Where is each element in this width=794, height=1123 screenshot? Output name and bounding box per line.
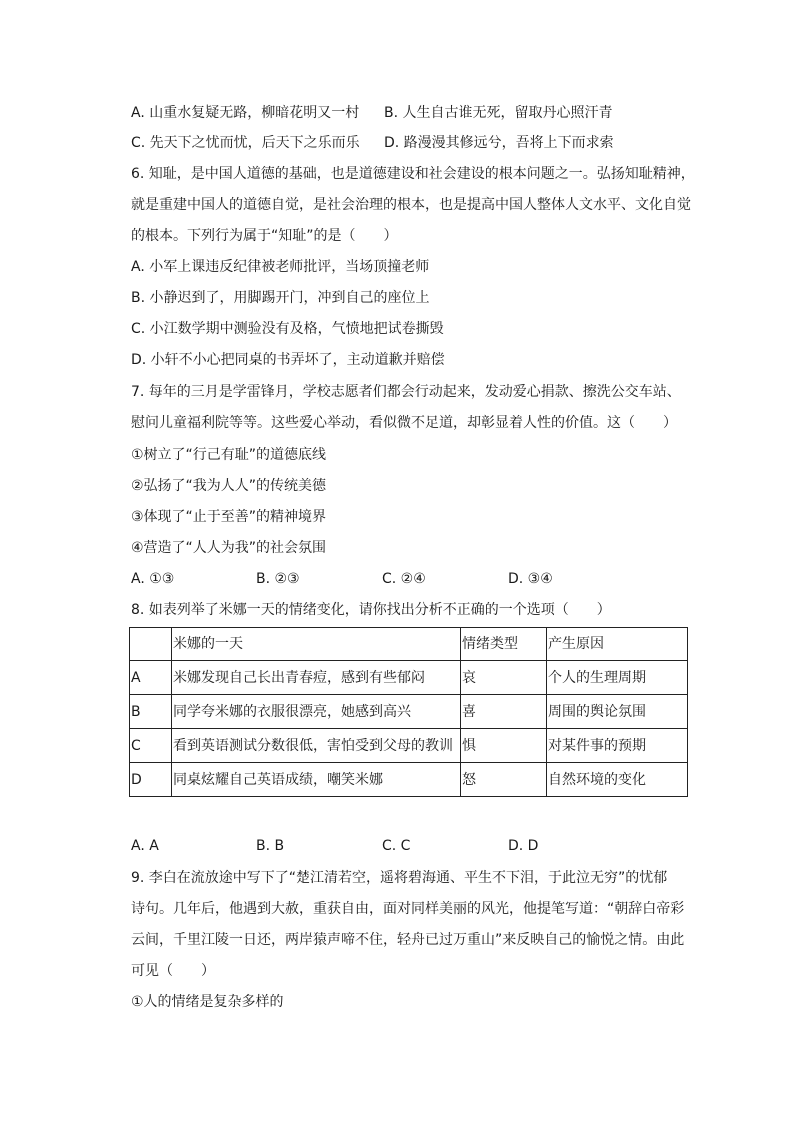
table-header-cell: 情绪类型	[461, 628, 547, 661]
q7-option-b: B. ②③	[256, 571, 300, 587]
q6-stem-line-3: 的根本。下列行为属于“知耻”的是（ ）	[131, 228, 398, 244]
q8-option-a: A. A	[131, 838, 159, 854]
q5-option-b: B. 人生自古谁无死，留取丹心照汗青	[384, 105, 613, 121]
table-cell: 个人的生理周期	[547, 661, 688, 695]
q7-option-d: D. ③④	[508, 571, 553, 587]
q6-option-c: C. 小江数学期中测验没有及格，气愤地把试卷撕毁	[131, 321, 444, 337]
table-cell: B	[130, 695, 172, 729]
q8-option-d: D. D	[508, 838, 539, 854]
q5-option-c: C. 先天下之忧而忧，后天下之乐而乐	[131, 135, 360, 151]
emotion-table	[129, 627, 688, 797]
table-cell: 对某件事的预期	[547, 729, 688, 763]
q7-statement-1: ①树立了“行己有耻”的道德底线	[131, 447, 327, 463]
q9-stem-line-4: 可见（ ）	[131, 963, 215, 979]
table-cell: 怒	[461, 763, 547, 797]
table-header-cell: 产生原因	[547, 628, 688, 661]
q8-stem: 8. 如表列举了米娜一天的情绪变化，请你找出分析不正确的一个选项（ ）	[131, 602, 611, 618]
table-cell: 同桌炫耀自己英语成绩，嘲笑米娜	[172, 763, 461, 797]
table-header-cell: 米娜的一天	[172, 628, 461, 661]
q6-stem-line-2: 就是重建中国人的道德自觉，是社会治理的根本，也是提高中国人整体人文水平、文化自觉	[131, 197, 691, 213]
table-cell: 米娜发现自己长出青春痘，感到有些郁闷	[172, 661, 461, 695]
q8-option-b: B. B	[256, 838, 285, 854]
table-cell: D	[130, 763, 172, 797]
q7-option-a: A. ①③	[131, 571, 175, 587]
table-row	[130, 763, 688, 797]
table-cell: 同学夸米娜的衣服很漂亮，她感到高兴	[172, 695, 461, 729]
q5-option-d: D. 路漫漫其修远兮，吾将上下而求索	[384, 135, 614, 151]
table-row	[130, 729, 688, 763]
q8-option-c: C. C	[382, 838, 411, 854]
q7-stem-line-2: 慰问儿童福利院等等。这些爱心举动，看似微不足道，却彰显着人性的价值。这（ ）	[131, 415, 677, 431]
table-cell: 看到英语测试分数很低，害怕受到父母的教训	[172, 729, 461, 763]
q6-option-a: A. 小军上课违反纪律被老师批评，当场顶撞老师	[131, 259, 430, 275]
table-cell: 周围的舆论氛围	[547, 695, 688, 729]
q6-stem-line-1: 6. 知耻，是中国人道德的基础，也是道德建设和社会建设的根本问题之一。弘扬知耻精神，	[131, 166, 695, 182]
q7-statement-4: ④营造了“人人为我”的社会氛围	[131, 540, 327, 556]
q9-stem-line-1: 9. 李白在流放途中写下了“楚江清若空，遥将碧海通、平生不下泪，于此泣无穷”的忧郁	[131, 870, 668, 886]
q7-statement-3: ③体现了“止于至善”的精神境界	[131, 509, 327, 525]
q7-statement-2: ②弘扬了“我为人人”的传统美德	[131, 478, 327, 494]
table-cell: 喜	[461, 695, 547, 729]
q6-option-b: B. 小静迟到了，用脚踢开门，冲到自己的座位上	[131, 290, 430, 306]
table-row	[130, 695, 688, 729]
table-cell: 哀	[461, 661, 547, 695]
table-cell: 自然环境的变化	[547, 763, 688, 797]
table-cell: 惧	[461, 729, 547, 763]
q5-option-a: A. 山重水复疑无路，柳暗花明又一村	[131, 105, 360, 121]
q9-stem-line-2: 诗句。几年后，他遇到大赦，重获自由，面对同样美丽的风光，他提笔写道：“朝辞白帝彩	[131, 901, 685, 917]
table-cell: C	[130, 729, 172, 763]
q7-option-c: C. ②④	[382, 571, 426, 587]
q9-statement-1: ①人的情绪是复杂多样的	[131, 994, 284, 1010]
table-header-row	[130, 628, 688, 661]
q9-stem-line-3: 云间，千里江陵一日还，两岸猿声啼不住，轻舟已过万重山”来反映自己的愉悦之情。由此	[131, 932, 685, 948]
q6-option-d: D. 小轩不小心把同桌的书弄坏了，主动道歉并赔偿	[131, 352, 445, 368]
table-header-cell	[130, 628, 172, 661]
table-cell: A	[130, 661, 172, 695]
table-row	[130, 661, 688, 695]
q7-stem-line-1: 7. 每年的三月是学雷锋月，学校志愿者们都会行动起来，发动爱心捐款、擦洗公交车站、	[131, 384, 681, 400]
